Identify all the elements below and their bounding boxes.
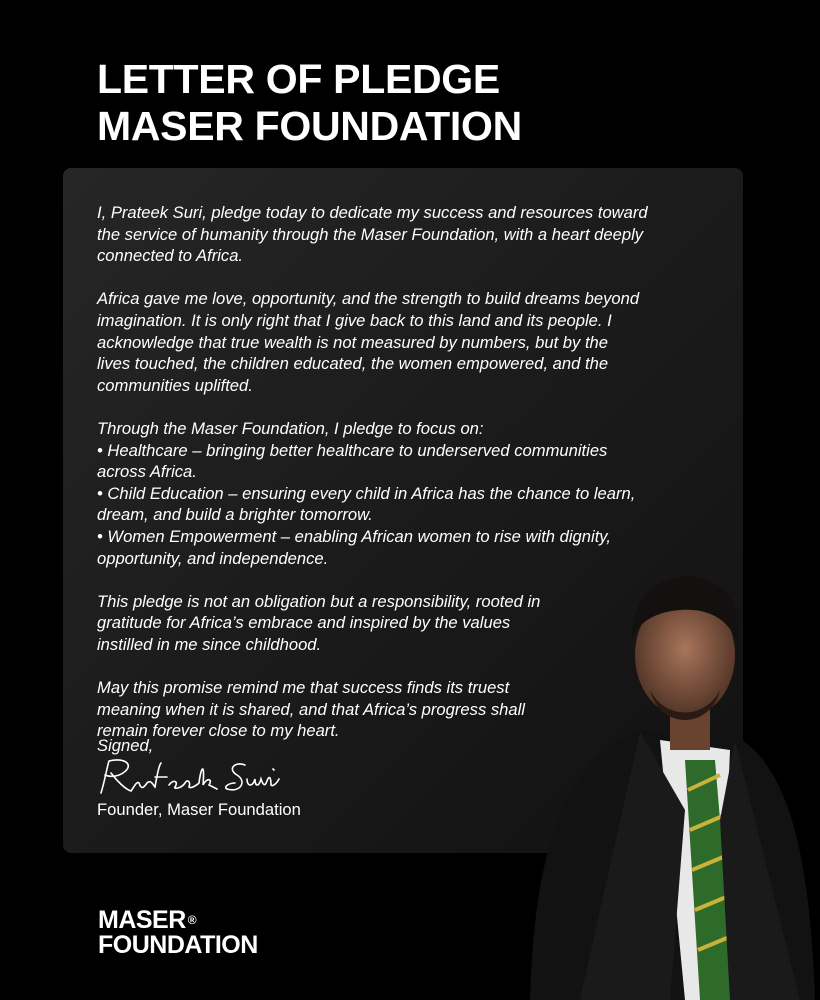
letter-line: May this promise remind me that success finds its truest (97, 678, 510, 698)
letter-paragraph (97, 418, 648, 569)
letter-line: opportunity, and independence. (97, 548, 329, 568)
letter-paragraph (97, 288, 648, 396)
founder-photo (520, 560, 820, 1000)
signed-label: Signed, (97, 736, 154, 755)
signer-role: Founder, Maser Foundation (97, 800, 301, 819)
letter-line: remain forever close to my heart. (97, 721, 340, 741)
paragraph-gap (97, 396, 648, 418)
letter-line: dream, and build a brighter tomorrow. (97, 505, 373, 525)
letter-line: communities uplifted. (97, 375, 253, 395)
logo-line-1: MASER (98, 906, 186, 934)
letter-line: lives touched, the children educated, the women empowered, and the (97, 354, 609, 374)
page-title (97, 56, 522, 150)
letter-line: imagination. It is only right that I give back to this land and its people. I (97, 310, 612, 330)
letter-line: instilled in me since childhood. (97, 634, 322, 654)
logo-line-2: FOUNDATION (98, 931, 258, 959)
letter-line: Through the Maser Foundation, I pledge to focus on: (97, 418, 484, 438)
letter-line: • Child Education – ensuring every child in Africa has the chance to learn, (97, 483, 636, 503)
letter-line: I, Prateek Suri, pledge today to dedicate my success and resources toward (97, 203, 648, 222)
letter-line: gratitude for Africa’s embrace and inspired by the values (97, 613, 511, 633)
letter-line: Africa gave me love, opportunity, and the strength to build dreams beyond (97, 289, 640, 309)
letter-paragraph (97, 202, 648, 267)
letter-line: across Africa. (97, 462, 197, 482)
letter-line: • Healthcare – bringing better healthcare to underserved communities (97, 440, 608, 460)
letter-line: This pledge is not an obligation but a responsibility, rooted in (97, 591, 541, 611)
letter-line: the service of humanity through the Maser Foundation, with a heart deeply (97, 224, 644, 244)
signature-image (95, 755, 285, 799)
letter-line: • Women Empowerment – enabling African women to rise with dignity, (97, 526, 611, 546)
letter-line: meaning when it is shared, and that Africa’s progress shall (97, 699, 525, 719)
registered-mark: ® (187, 913, 197, 927)
title-line-2: MASER FOUNDATION (97, 103, 522, 149)
letter-line: acknowledge that true wealth is not measured by numbers, but by the (97, 332, 609, 352)
paragraph-gap (97, 267, 648, 289)
title-line-1: LETTER OF PLEDGE (97, 56, 500, 102)
letter-line: connected to Africa. (97, 246, 244, 266)
maser-foundation-logo (98, 908, 258, 958)
